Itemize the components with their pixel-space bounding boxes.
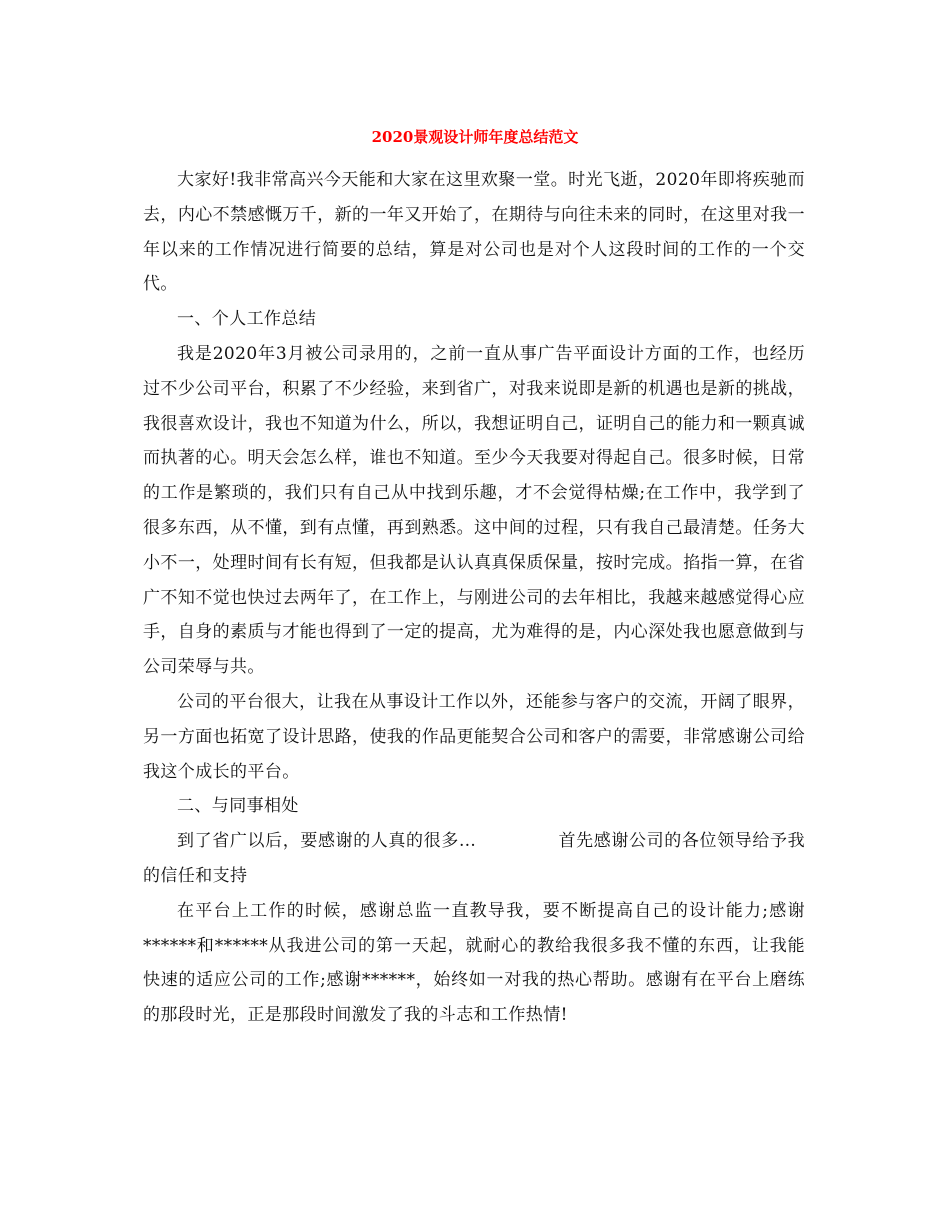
paragraph-closing: 在平台上工作的时候，感谢总监一直教导我，要不断提高自己的设计能力;感谢******和******从我进公司的第一天起，就耐心的教给我很多我不懂的东西，让我能快速的适应公司的工作;感谢******，始终如一对我的热心帮助。感谢有在平台上磨练的那段时光，正是那段时间激发了我的斗志和工作热情!: [143, 900, 805, 1026]
paragraph-thanks-part1: 到了省广以后，要感谢的人真的很多…: [177, 831, 477, 852]
paragraph-thanks: [143, 824, 805, 894]
paragraph-company-platform: 公司的平台很大，让我在从事设计工作以外，还能参与客户的交流，开阔了眼界，另一方面也拓宽了设计思路，使我的作品更能契合公司和客户的需要，非常感谢公司给我这个成长的平台。: [143, 691, 805, 782]
paragraph-personal-work: 我是2020年3月被公司录用的，之前一直从事广告平面设计方面的工作，也经历过不少公司平台，积累了不少经验，来到省广，对我来说即是新的机遇也是新的挑战，我很喜欢设计，我也不知道为什么，所以，我想证明自己，证明自己的能力和一颗真诚而执著的心。明天会怎么样，谁也不知道。至少今天我要对得起自己。很多时候，日常的工作是繁琐的，我们只有自己从中找到乐趣，才不会觉得枯燥;在工作中，我学到了很多东西，从不懂，到有点懂，再到熟悉。这中间的过程，只有我自己最清楚。任务大小不一，处理时间有长有短，但我都是认认真真保质保量，按时完成。掐指一算，在省广不知不觉也快过去两年了，在工作上，与刚进公司的去年相比，我越来越感觉得心应手，自身的素质与才能也得到了一定的提高，尤为难得的是，内心深处我也愿意做到与公司荣辱与共。: [143, 343, 805, 678]
paragraph-thanks-part2: 首先感谢公司的各位领导给予我的信任和支持: [143, 831, 805, 886]
document-title: 2020景观设计师年度总结范文: [371, 128, 579, 146]
document-body: [143, 163, 805, 1033]
paragraph-intro: 大家好!我非常高兴今天能和大家在这里欢聚一堂。时光飞逝，2020年即将疾驰而去，内心不禁感慨万千，新的一年又开始了，在期待与向往未来的同时，在这里对我一年以来的工作情况进行简要的总结，算是对公司也是对个人这段时间的工作的一个交代。: [143, 170, 805, 295]
section-heading-colleagues: 二、与同事相处: [177, 796, 299, 817]
section-heading-personal-summary: 一、个人工作总结: [177, 309, 317, 330]
